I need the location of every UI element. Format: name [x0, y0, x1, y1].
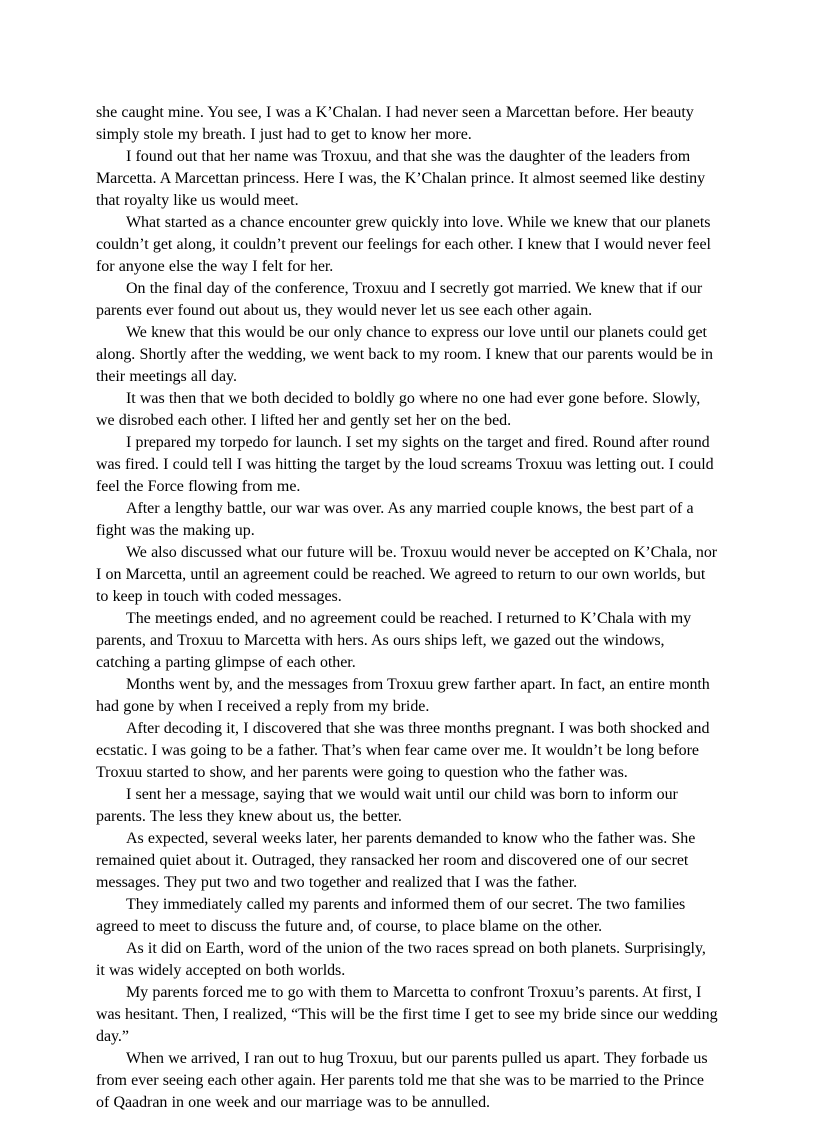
paragraph-6: It was then that we both decided to boldly go where no one had ever gone before. Slowly, we disrobed each other. I lifted her and gently set her on the bed.	[96, 390, 701, 429]
paragraph-10: The meetings ended, and no agreement could be reached. I returned to K’Chala with my parents, and Troxuu to Marcetta with hers. As ours ships left, we gazed out the windows, catching a parting glimpse of each other.	[96, 610, 692, 671]
paragraph-9: We also discussed what our future will be. Troxuu would never be accepted on K’Chala, nor I on Marcetta, until an agreement could be reached. We agreed to return to our own worlds, but to keep in touch with coded messages.	[96, 544, 718, 605]
paragraph-8: After a lengthy battle, our war was over. As any married couple knows, the best part of a fight was the making up.	[96, 500, 694, 539]
document-page	[96, 102, 718, 1114]
paragraph-2: I found out that her name was Troxuu, and that she was the daughter of the leaders from Marcetta. A Marcettan princess. Here I was, the K’Chalan prince. It almost seemed like destiny that royalty like us would meet.	[96, 148, 706, 209]
paragraph-18: When we arrived, I ran out to hug Troxuu, but our parents pulled us apart. They forbade us from ever seeing each other again. Her parents told me that she was to be married to the Prince of Qaadran in one week and our marriage was to be annulled.	[96, 1050, 708, 1111]
paragraph-3: What started as a chance encounter grew quickly into love. While we knew that our planets couldn’t get along, it couldn’t prevent our feelings for each other. I knew that I would never feel for anyone else the way I felt for her.	[96, 214, 711, 275]
paragraph-16: As it did on Earth, word of the union of the two races spread on both planets. Surprisingly, it was widely accepted on both worlds.	[96, 940, 706, 979]
paragraph-4: On the final day of the conference, Troxuu and I secretly got married. We knew that if our parents ever found out about us, they would never let us see each other again.	[96, 280, 703, 319]
paragraph-15: They immediately called my parents and informed them of our secret. The two families agreed to meet to discuss the future and, of course, to place blame on the other.	[96, 896, 686, 935]
paragraph-5: We knew that this would be our only chance to express our love until our planets could get along. Shortly after the wedding, we went back to my room. I knew that our parents would be in their meetings all day.	[96, 324, 713, 385]
paragraph-17: My parents forced me to go with them to Marcetta to confront Troxuu’s parents. At first, I was hesitant. Then, I realized, “This will be the first time I get to see my bride since our wedding day.”	[96, 984, 718, 1045]
paragraph-7: I prepared my torpedo for launch. I set my sights on the target and fired. Round after round was fired. I could tell I was hitting the target by the loud screams Troxuu was letting out. I could feel the Force flowing from me.	[96, 434, 714, 495]
paragraph-12: After decoding it, I discovered that she was three months pregnant. I was both shocked and ecstatic. I was going to be a father. That’s when fear came over me. It wouldn’t be long before Troxuu started to show, and her parents were going to question who the father was.	[96, 720, 710, 781]
paragraph-11: Months went by, and the messages from Troxuu grew farther apart. In fact, an entire month had gone by when I received a reply from my bride.	[96, 676, 710, 715]
paragraph-13: I sent her a message, saying that we would wait until our child was born to inform our parents. The less they knew about us, the better.	[96, 786, 678, 825]
paragraph-14: As expected, several weeks later, her parents demanded to know who the father was. She remained quiet about it. Outraged, they ransacked her room and discovered one of our secret messages. They put two and two together and realized that I was the father.	[96, 830, 696, 891]
paragraph-1: she caught mine. You see, I was a K’Chalan. I had never seen a Marcettan before. Her beauty simply stole my breath. I just had to get to know her more.	[96, 104, 694, 143]
